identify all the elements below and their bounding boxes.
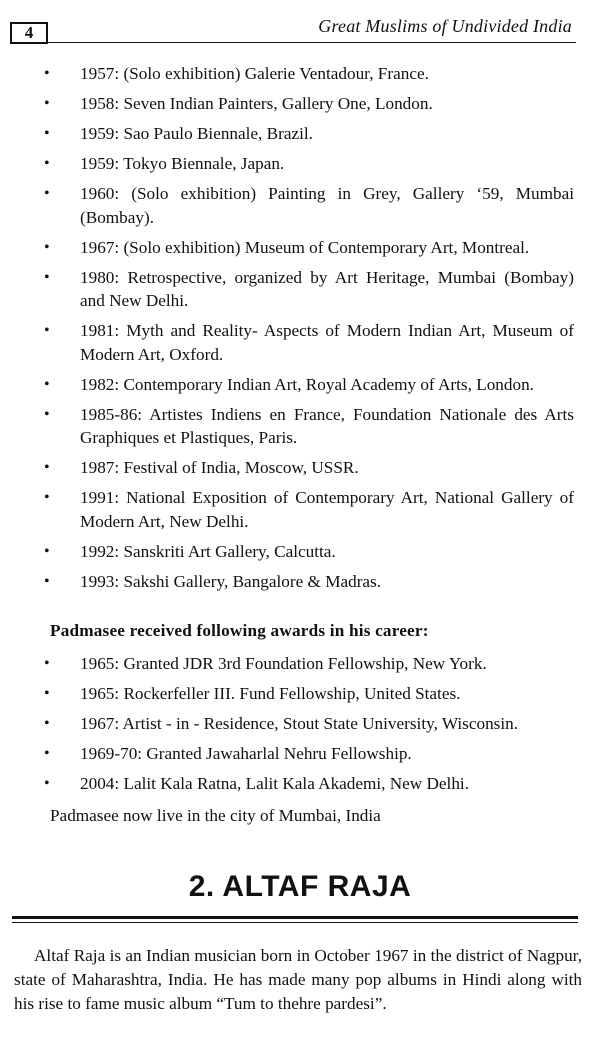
closing-line: Padmasee now live in the city of Mumbai, India xyxy=(50,806,381,825)
bullet-icon: • xyxy=(44,375,50,393)
bullet-icon: • xyxy=(44,238,50,256)
list-item-text: 1967: Artist - in - Residence, Stout State University, Wisconsin. xyxy=(80,714,519,733)
list-item-text: 1987: Festival of India, Moscow, USSR. xyxy=(80,458,359,477)
bullet-icon: • xyxy=(44,715,50,732)
bullet-icon: • xyxy=(44,125,50,142)
list-item-text: 1957: (Solo exhibition) Galerie Ventadour, France. xyxy=(80,64,429,83)
section-paragraph: Altaf Raja is an Indian musician born in October 1967 in the district of Nagpur, state of Maharashtra, India. He has made many pop albums in Hindi along with his rise to fame music album “Tum to thehre pardesi”. xyxy=(14,946,582,1013)
exhibitions-list xyxy=(0,62,600,600)
awards-list xyxy=(0,652,600,802)
list-item-text: 1982: Contemporary Indian Art, Royal Academy of Arts, London. xyxy=(80,374,534,394)
bullet-icon: • xyxy=(44,775,50,792)
bullet-icon: • xyxy=(44,745,50,762)
bullet-icon: • xyxy=(44,268,50,286)
bullet-icon: • xyxy=(44,459,50,476)
list-item-text: 1958: Seven Indian Painters, Gallery One, London. xyxy=(80,94,433,113)
list-item-text: 1992: Sanskriti Art Gallery, Calcutta. xyxy=(80,541,336,561)
bullet-icon: • xyxy=(44,685,50,702)
list-item-text: 1969-70: Granted Jawaharlal Nehru Fellowship. xyxy=(80,744,412,763)
page-header xyxy=(0,0,600,46)
list-item xyxy=(0,182,600,229)
list-item xyxy=(0,152,600,176)
list-item-text: 1980: Retrospective, organized by Art Heritage, Mumbai (Bombay) and New Delhi. xyxy=(80,267,574,310)
bullet-icon: • xyxy=(44,572,50,590)
list-item-text: 1959: Tokyo Biennale, Japan. xyxy=(80,154,285,173)
list-item-text: 1993: Sakshi Gallery, Bangalore & Madras. xyxy=(80,571,382,591)
list-item-text: 1959: Sao Paulo Biennale, Brazil. xyxy=(80,124,313,143)
awards-heading: Padmasee received following awards in his career: xyxy=(50,621,429,640)
list-item-text: 1965: Granted JDR 3rd Foundation Fellowship, New York. xyxy=(80,654,487,673)
section-title: 2. ALTAF RAJA xyxy=(188,870,412,903)
list-item-text: 1991: National Exposition of Contemporary Art, National Gallery of Modern Art, New Delhi. xyxy=(80,488,574,531)
bullet-icon: • xyxy=(44,155,50,172)
list-item xyxy=(0,486,600,533)
bullet-icon: • xyxy=(44,405,50,423)
bullet-icon: • xyxy=(44,542,50,560)
list-item xyxy=(0,403,600,450)
list-item xyxy=(0,540,600,564)
list-item xyxy=(0,456,600,480)
bullet-icon: • xyxy=(44,489,50,506)
list-item xyxy=(0,319,600,366)
list-item xyxy=(0,772,600,796)
list-item xyxy=(0,682,600,706)
bullet-icon: • xyxy=(44,655,50,672)
bullet-icon: • xyxy=(44,322,50,339)
list-item-text: 1960: (Solo exhibition) Painting in Grey, Gallery ‘59, Mumbai (Bombay). xyxy=(80,184,574,227)
list-item xyxy=(0,122,600,146)
section-rule-thick xyxy=(12,916,578,919)
list-item-text: 1985-86: Artistes Indiens en France, Foundation Nationale des Arts Graphiques et Plastiques, Paris. xyxy=(80,404,574,447)
list-item-text: 1967: (Solo exhibition) Museum of Contemporary Art, Montreal. xyxy=(80,237,530,257)
list-item xyxy=(0,712,600,736)
list-item-text: 2004: Lalit Kala Ratna, Lalit Kala Akademi, New Delhi. xyxy=(80,774,469,793)
list-item xyxy=(0,742,600,766)
bullet-icon: • xyxy=(44,185,50,202)
bullet-icon: • xyxy=(44,95,50,112)
list-item xyxy=(0,266,600,313)
list-item-text: 1965: Rockerfeller III. Fund Fellowship, United States. xyxy=(80,684,461,703)
header-rule xyxy=(48,42,576,43)
list-item xyxy=(0,570,600,594)
list-item xyxy=(0,92,600,116)
list-item xyxy=(0,236,600,260)
list-item xyxy=(0,373,600,397)
running-title: Great Muslims of Undivided India xyxy=(318,16,572,36)
list-item xyxy=(0,62,600,86)
bullet-icon: • xyxy=(44,65,50,82)
list-item-text: 1981: Myth and Reality- Aspects of Modern Indian Art, Museum of Modern Art, Oxford. xyxy=(80,321,574,364)
section-rule-thin xyxy=(12,922,578,923)
page-number: 4 xyxy=(10,22,48,44)
list-item xyxy=(0,652,600,676)
